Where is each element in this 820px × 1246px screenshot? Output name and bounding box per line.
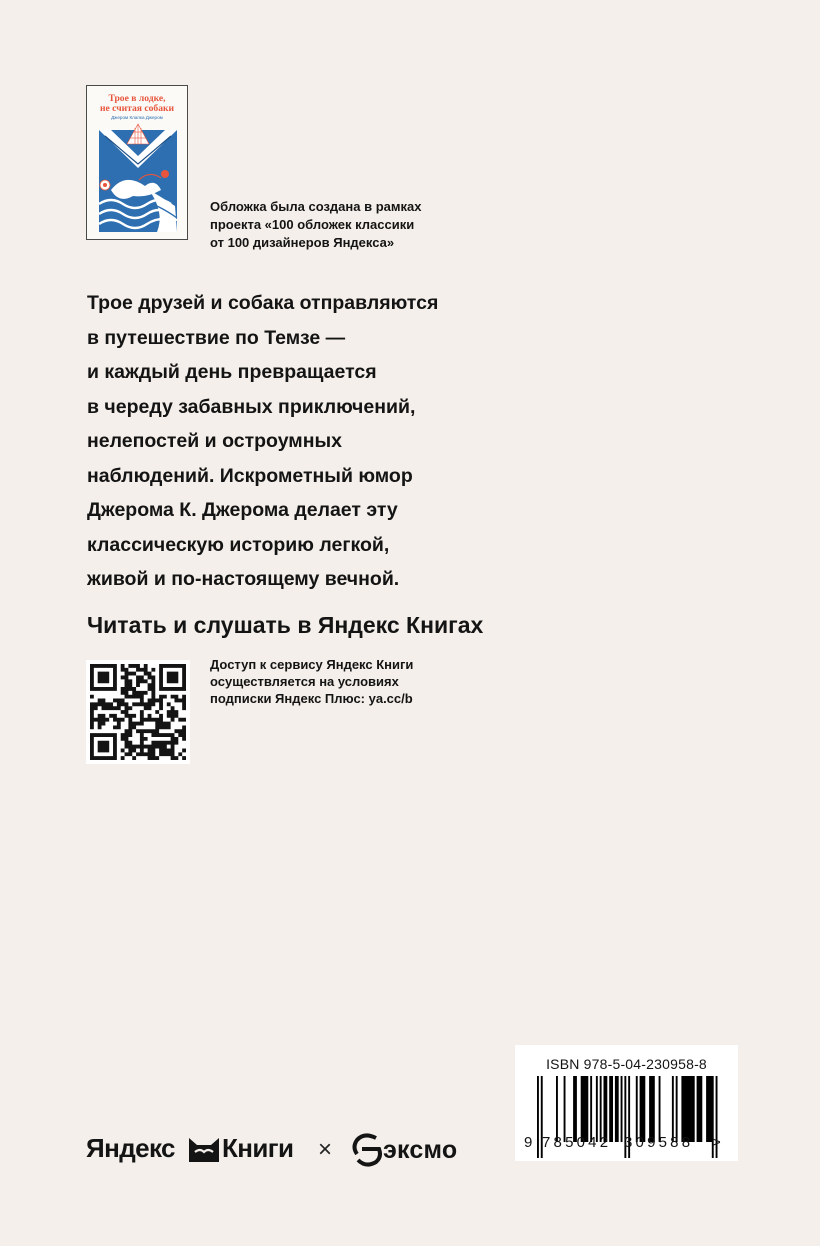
yandex-books-logo: Книги <box>222 1133 294 1163</box>
yandex-books-cat-icon <box>188 1137 220 1163</box>
cover-note <box>210 198 470 252</box>
access-note-line: осуществляется на условиях <box>210 674 399 689</box>
barcode-left-digits: 785042 <box>542 1134 612 1151</box>
thumbnail-author: Джером Клапка Джером <box>111 115 163 120</box>
eksmo-mark-icon <box>352 1132 382 1168</box>
eksmo-logo: эксмо <box>383 1136 458 1164</box>
thumbnail-title: Трое в лодке, не считая собаки <box>99 93 175 114</box>
isbn-number: ISBN 978-5-04-230958-8 <box>546 1056 707 1072</box>
barcode-right-digits: 309588 <box>624 1134 694 1151</box>
description-line: наблюдений. Искрометный юмор <box>87 464 413 487</box>
access-note-line: подписки Яндекс Плюс: ya.cc/b <box>210 691 413 706</box>
description-line: в путешествие по Темзе — <box>87 326 346 349</box>
qr-code[interactable] <box>86 660 190 764</box>
access-note <box>210 656 413 707</box>
access-note-line: Доступ к сервису Яндекс Книги <box>210 657 414 672</box>
cover-note-line: проекта «100 обложек классики <box>210 217 415 232</box>
description-line: и каждый день превращается <box>87 361 377 383</box>
cover-note-line: Обложка была создана в рамках <box>210 199 422 214</box>
description-line: классическую историю легкой, <box>87 533 390 556</box>
logo-separator: × <box>318 1136 333 1163</box>
description-line: Джерома К. Джерома делает эту <box>87 499 398 521</box>
cover-note-line: от 100 дизайнеров Яндекса» <box>210 235 395 250</box>
description-line: нелепостей и остроумных <box>87 430 342 452</box>
description-line: в череду забавных приключений, <box>87 395 416 418</box>
yandex-logo: Яндекс <box>86 1133 175 1163</box>
description-line: живой и по-настоящему вечной. <box>87 568 400 590</box>
isbn-barcode <box>515 1045 738 1161</box>
description-line: Трое друзей и собака отправляются <box>87 292 439 314</box>
cover-thumbnail <box>86 85 188 240</box>
book-description <box>87 286 438 597</box>
read-heading: Читать и слушать в Яндекс Книгах <box>87 612 484 638</box>
qr-code-pattern <box>86 660 190 764</box>
barcode-first-digit: 9 <box>524 1134 533 1151</box>
barcode-quiet-mark: > <box>712 1134 721 1151</box>
